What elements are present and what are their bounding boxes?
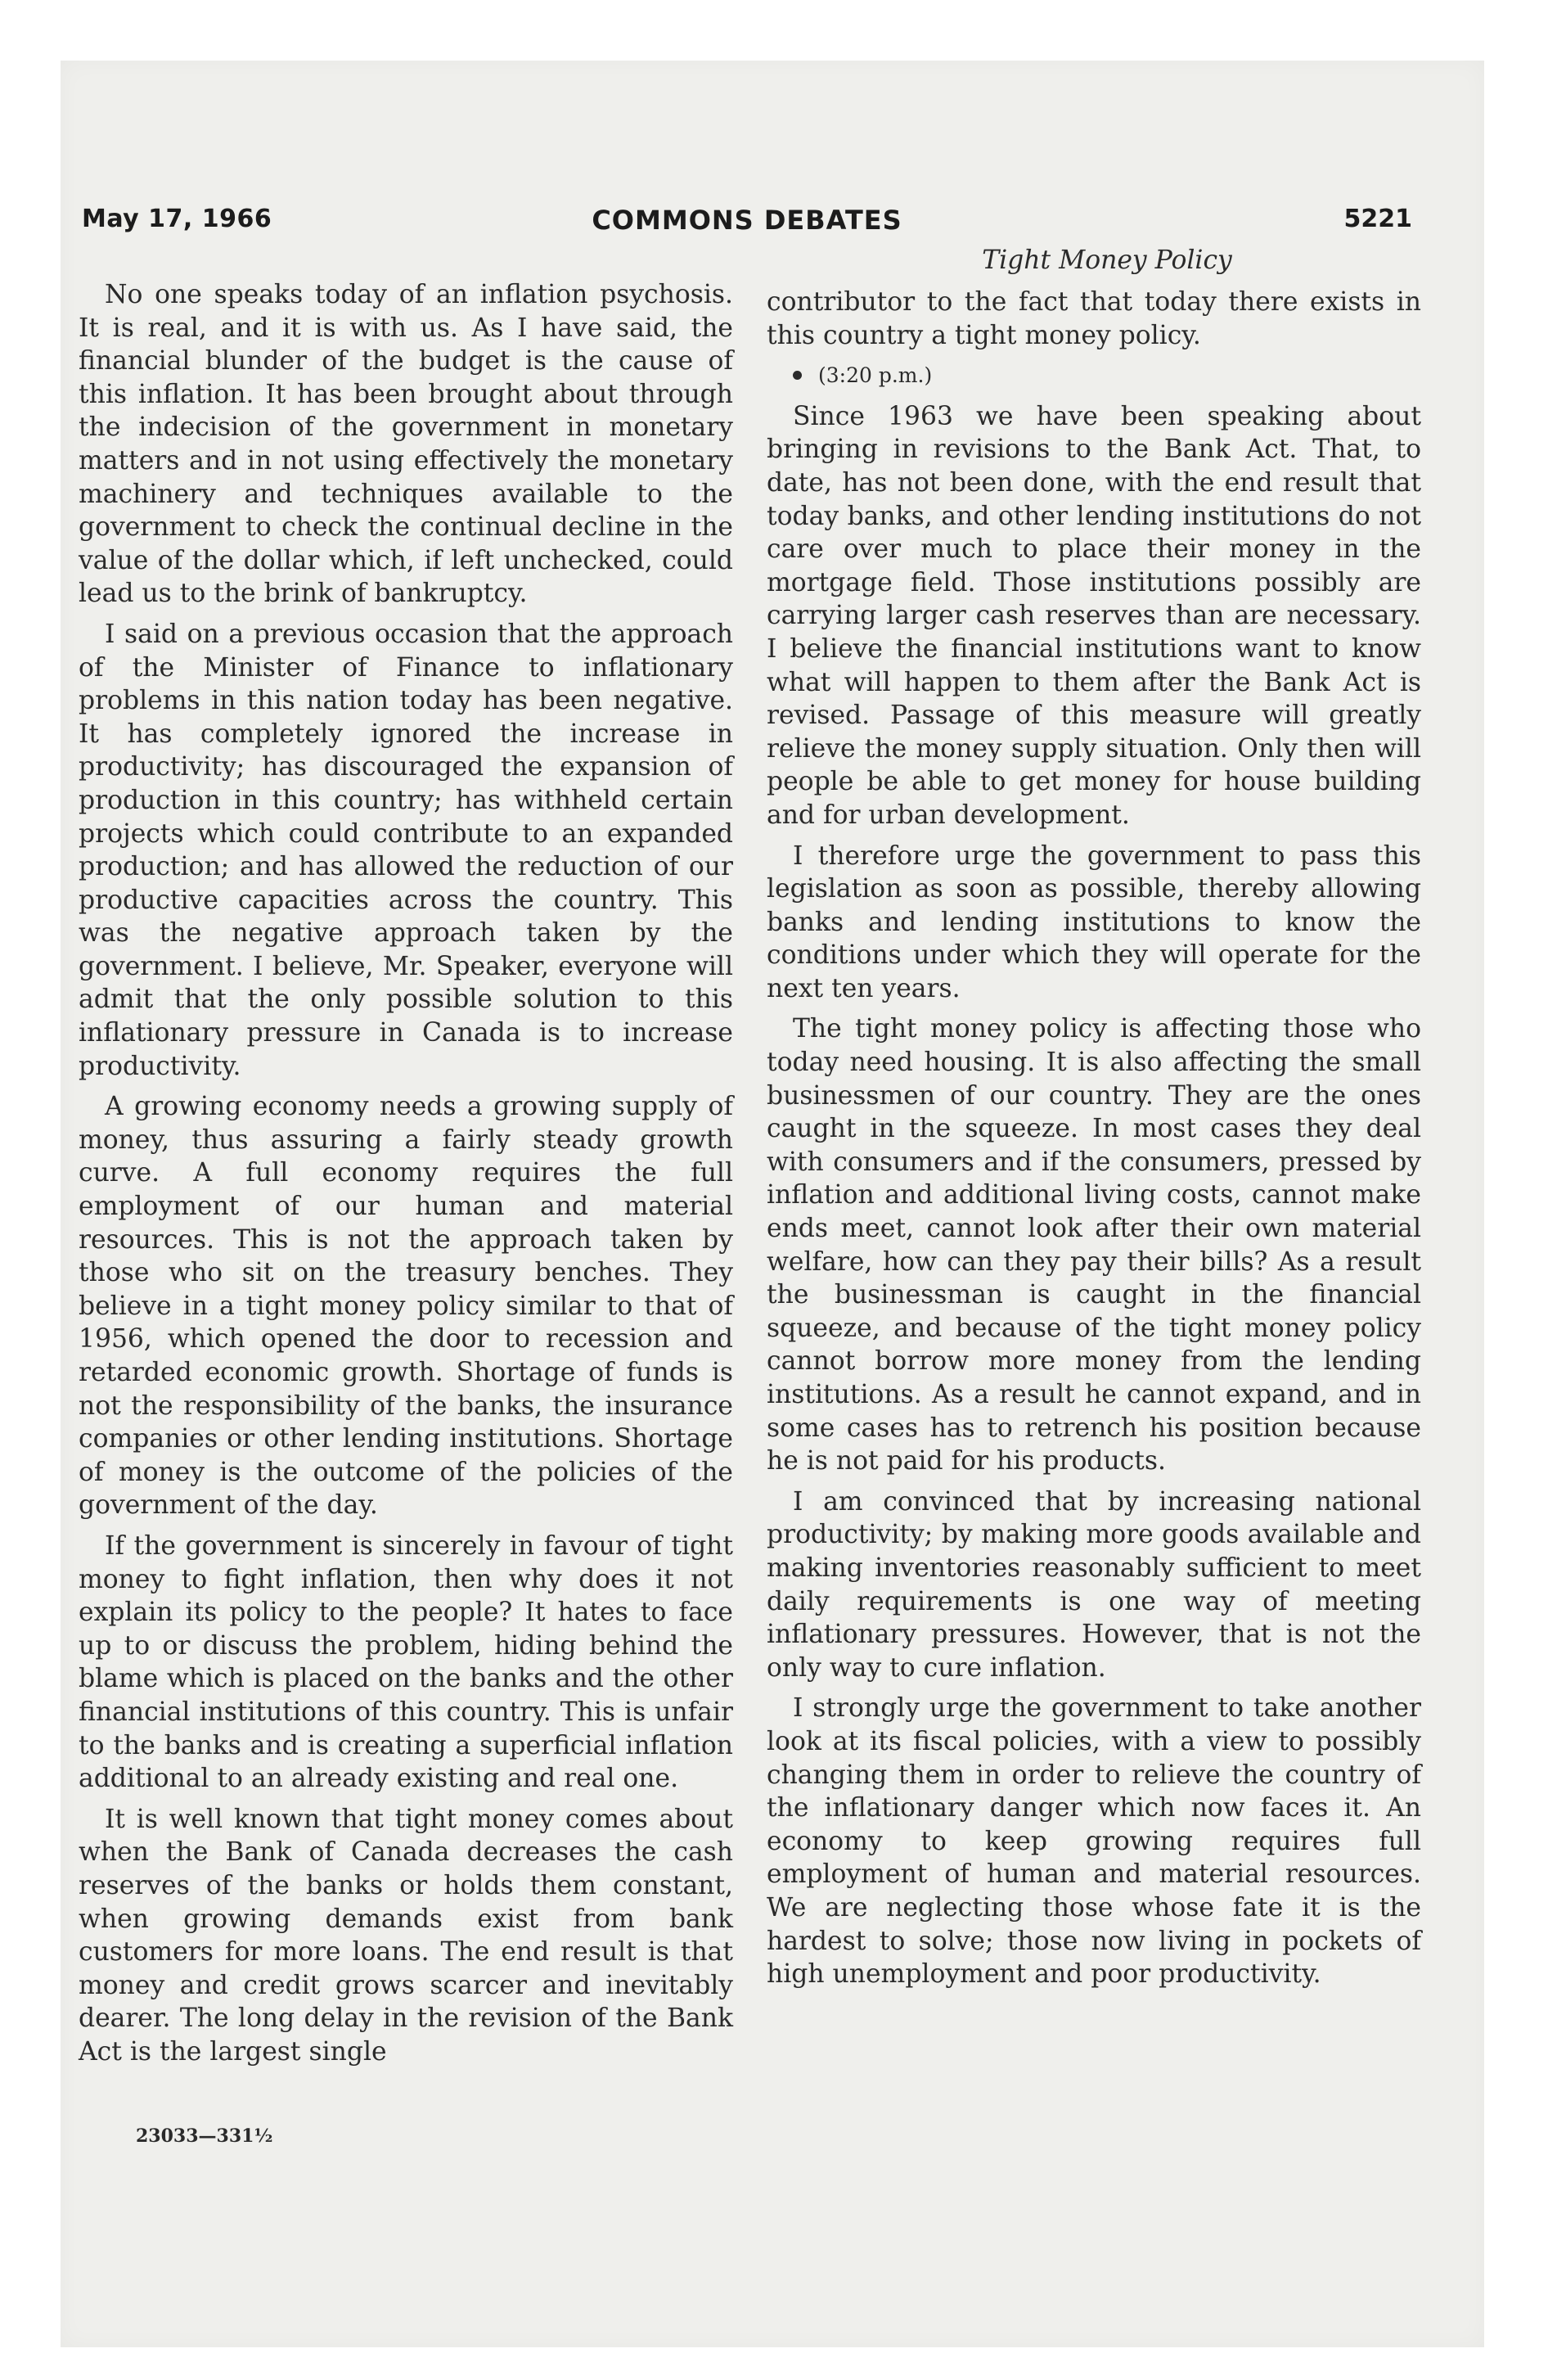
right-paragraph-1: Since 1963 we have been speaking about bringing in revisions to the Bank Act. That, to date, has not been done, with the end result that today banks, and other lending institutions do not care over much to place their money in the mortgage field. Those institutions possibly are carrying larger cash reserves than are necessary. I believe the financial institutions want to know what will happen to them after the Bank Act is revised. Passage of this measure will greatly relieve the money supply situation. Only then will people be able to get money for house building and for urban development. <box>767 401 1421 830</box>
left-paragraph-4: If the government is sincerely in favour of tight money to fight inflation, then why does it not explain its policy to the people? It hates to face up to or discuss the problem, hiding behind the blame which is placed on the banks and the other financial institutions of this country. This is unfair to the banks and is creating a superficial inflation additional to an already existing and real one. <box>79 1530 733 1794</box>
page-header <box>82 205 1412 246</box>
right-paragraph-4: I am convinced that by increasing national productivity; by making more goods available and making inventories reasonably sufficient to meet daily requirements is one way of meeting inflationary pressures. However, that is not the only way to cure inflation. <box>767 1486 1421 1683</box>
left-column <box>79 278 733 2076</box>
left-paragraph-1: No one speaks today of an inflation psychosis. It is real, and it is with us. As I have said, the financial blunder of the budget is the cause of this inflation. It has been brought about through the indecision of the government in monetary matters and in not using effectively the monetary machinery and techniques available to the government to check the continual decline in the value of the dollar which, if left unchecked, could lead us to the brink of bankruptcy. <box>79 280 733 609</box>
page-number: 5221 <box>1343 205 1412 233</box>
right-continuation: contributor to the fact that today there exists in this country a tight money policy. <box>767 287 1421 350</box>
time-stamp-line <box>767 359 1421 393</box>
left-paragraph-5: It is well known that tight money comes about when the Bank of Canada decreases the cash reserves of the banks or holds them constant, when growing demands exist from bank customers for more loans. The end result is that money and credit grows scarcer and inevitably dearer. The long delay in the revision of the Bank Act is the largest single <box>79 1804 733 2067</box>
right-paragraph-3: The tight money policy is affecting those who today need housing. It is also affecting the small businessmen of our country. They are the ones caught in the squeeze. In most cases they deal with consumers and if the consumers, pressed by inflation and additional living costs, cannot make ends meet, cannot look after their own material welfare, how can they pay their bills? As a result the businessman is caught in the financial squeeze, and because of the tight money policy cannot borrow more money from the lending institutions. As a result he cannot expand, and in some cases has to retrench his position because he is not paid for his products. <box>767 1014 1421 1476</box>
footer-code: 23033—331½ <box>136 2125 273 2147</box>
header-date: May 17, 1966 <box>82 205 272 233</box>
right-column <box>767 244 1421 1999</box>
right-paragraph-2: I therefore urge the government to pass this legislation as soon as possible, thereby allowing banks and lending institutions to know the conditions under which they will operate for the next ten years. <box>767 841 1421 1003</box>
bullet-icon <box>793 371 802 380</box>
left-paragraph-3: A growing economy needs a growing supply of money, thus assuring a fairly steady growth curve. A full economy requires the full employment of our human and material resources. This is not the approach taken by those who sit on the treasury benches. They believe in a tight money policy similar to that of 1956, which opened the door to recession and retarded economic growth. Shortage of funds is not the responsibility of the banks, the insurance companies or other lending institutions. Shortage of money is the outcome of the policies of the government of the day. <box>79 1092 733 1521</box>
right-paragraph-5: I strongly urge the government to take another look at its fiscal policies, with a view to possibly changing them in order to relieve the country of the inflationary danger which now faces it. An economy to keep growing requires full employment of human and material resources. We are neglecting those whose fate it is the hardest to solve; those now living in pockets of high unemployment and poor productivity. <box>767 1693 1421 1990</box>
header-title: COMMONS DEBATES <box>592 205 902 236</box>
left-paragraph-2: I said on a previous occasion that the approach of the Minister of Finance to inflationary problems in this nation today has been negative. It has completely ignored the increase in productivity; has discouraged the expansion of production in this country; has withheld certain projects which could contribute to an expanded production; and has allowed the reduction of our productive capacities across the country. This was the negative approach taken by the government. I believe, Mr. Speaker, everyone will admit that the only possible solution to this inflationary pressure in Canada is to increase productivity. <box>79 619 733 1081</box>
time-stamp: (3:20 p.m.) <box>818 363 933 388</box>
running-head: Tight Money Policy <box>982 246 1232 275</box>
